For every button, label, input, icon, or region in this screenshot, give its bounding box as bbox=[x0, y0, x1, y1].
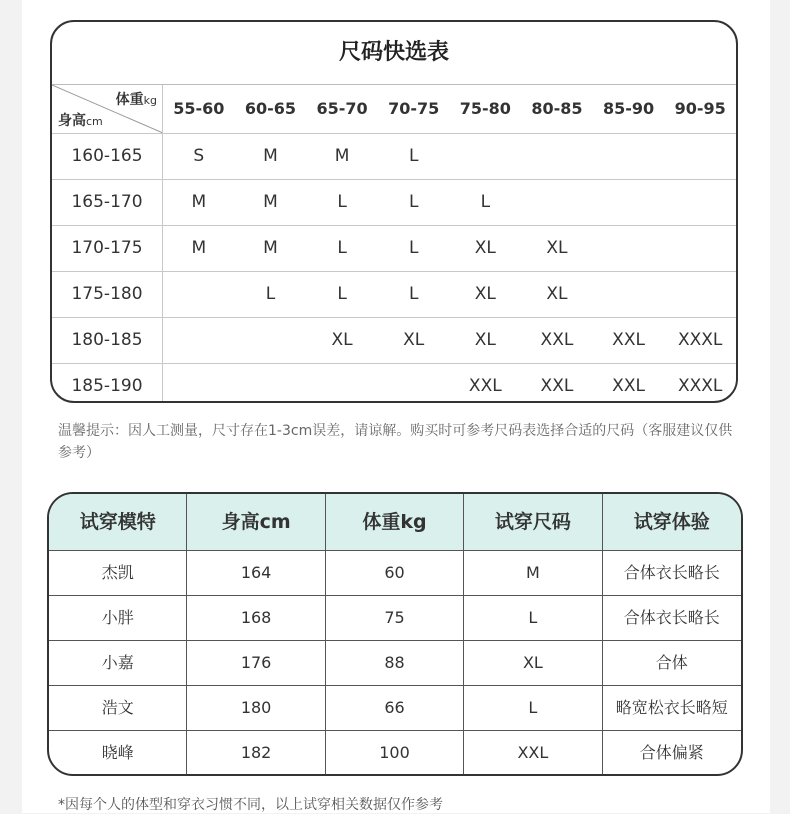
height-unit: cm bbox=[86, 115, 103, 128]
height-range-label: 180-185 bbox=[52, 318, 163, 364]
model-table-cell: 浩文 bbox=[49, 686, 187, 731]
size-cell bbox=[664, 226, 736, 272]
size-cell bbox=[306, 364, 378, 403]
model-table bbox=[47, 492, 743, 776]
model-table-cell: L bbox=[464, 596, 602, 641]
model-table-cell: 晓峰 bbox=[49, 731, 187, 775]
size-cell: XL bbox=[521, 226, 593, 272]
size-cell bbox=[163, 318, 235, 364]
size-cell: M bbox=[306, 134, 378, 180]
model-table-cell: 88 bbox=[326, 641, 464, 686]
size-cell bbox=[664, 272, 736, 318]
weight-header: 75-80 bbox=[450, 85, 522, 134]
size-cell: L bbox=[450, 180, 522, 226]
size-cell: S bbox=[163, 134, 235, 180]
size-cell: L bbox=[378, 134, 450, 180]
weight-header: 90-95 bbox=[664, 85, 736, 134]
size-chart-title: 尺码快选表 bbox=[52, 22, 736, 85]
model-table-cell: 合体偏紧 bbox=[639, 743, 704, 762]
size-chart bbox=[50, 20, 738, 403]
weight-header: 80-85 bbox=[521, 85, 593, 134]
size-cell: XXL bbox=[521, 318, 593, 364]
size-cell bbox=[593, 180, 665, 226]
height-range-label: 175-180 bbox=[52, 272, 163, 318]
size-cell bbox=[163, 272, 235, 318]
size-cell: L bbox=[378, 272, 450, 318]
model-table-cell: 略宽松衣长略短 bbox=[603, 686, 741, 731]
model-table-cell: 66 bbox=[326, 686, 464, 731]
model-table-cell: 75 bbox=[326, 596, 464, 641]
size-chart-corner bbox=[52, 85, 163, 134]
size-cell: M bbox=[235, 134, 307, 180]
weight-header: 55-60 bbox=[163, 85, 235, 134]
size-cell: L bbox=[306, 180, 378, 226]
model-table-cell: XXL bbox=[464, 731, 602, 775]
weight-header: 65-70 bbox=[306, 85, 378, 134]
size-cell: XL bbox=[450, 226, 522, 272]
weight-axis-label bbox=[116, 89, 157, 109]
size-cell bbox=[593, 134, 665, 180]
weight-header: 70-75 bbox=[378, 85, 450, 134]
size-cell: XL bbox=[306, 318, 378, 364]
weight-label-text: 体重 bbox=[115, 92, 144, 108]
measurement-tip: 温馨提示：因人工测量，尺寸存在1-3cm误差，请谅解。购买时可参考尺码表选择合适的尺码（客服建议仅供参考） bbox=[58, 423, 733, 461]
model-table-cell: 合体衣长略长 bbox=[603, 596, 741, 641]
model-table-cell: XL bbox=[464, 641, 602, 686]
size-cell bbox=[235, 318, 307, 364]
size-cell: L bbox=[378, 226, 450, 272]
model-table-cell: 合体 bbox=[603, 641, 741, 686]
model-table-cell: 杰凯 bbox=[49, 551, 187, 596]
model-table-cell: 60 bbox=[326, 551, 464, 596]
size-cell: XXXL bbox=[677, 376, 723, 396]
height-range-label: 160-165 bbox=[52, 134, 163, 180]
model-table-cell: 180 bbox=[187, 686, 325, 731]
size-cell: XXXL bbox=[664, 318, 736, 364]
height-range-label: 165-170 bbox=[52, 180, 163, 226]
size-cell: M bbox=[163, 226, 235, 272]
height-label-text: 身高 bbox=[58, 113, 86, 129]
size-cell bbox=[235, 364, 307, 403]
size-cell: XL bbox=[378, 318, 450, 364]
model-table-cell: 168 bbox=[187, 596, 325, 641]
model-table-cell: 182 bbox=[187, 731, 325, 775]
model-table-header: 试穿体验 bbox=[603, 494, 741, 551]
model-table-cell: 合体衣长略长 bbox=[603, 551, 741, 596]
model-table-cell: 小胖 bbox=[49, 596, 187, 641]
model-table-cell: M bbox=[464, 551, 602, 596]
disclaimer-note: *因每个人的体型和穿衣习惯不同，以上试穿相关数据仅作参考 bbox=[58, 797, 443, 813]
model-table-cell: 176 bbox=[187, 641, 325, 686]
size-cell bbox=[163, 364, 235, 403]
height-range-label: 185-190 bbox=[52, 364, 163, 403]
size-cell: XXL bbox=[540, 376, 574, 396]
weight-header: 85-90 bbox=[593, 85, 665, 134]
size-cell bbox=[521, 134, 593, 180]
size-cell: XL bbox=[450, 272, 522, 318]
weight-unit: kg bbox=[143, 94, 157, 107]
size-chart-grid bbox=[52, 85, 736, 403]
size-cell bbox=[521, 180, 593, 226]
size-cell bbox=[664, 180, 736, 226]
model-table-header: 身高cm bbox=[187, 494, 325, 551]
size-cell bbox=[593, 226, 665, 272]
weight-header: 60-65 bbox=[235, 85, 307, 134]
model-table-header: 体重kg bbox=[326, 494, 464, 551]
size-cell: L bbox=[306, 272, 378, 318]
size-cell bbox=[664, 134, 736, 180]
model-table-header: 试穿尺码 bbox=[464, 494, 602, 551]
size-cell: XXL bbox=[593, 318, 665, 364]
model-table-cell: 100 bbox=[326, 731, 464, 775]
height-axis-label bbox=[58, 110, 103, 130]
size-cell: L bbox=[306, 226, 378, 272]
size-cell bbox=[593, 272, 665, 318]
size-cell: XL bbox=[450, 318, 522, 364]
size-cell: XL bbox=[521, 272, 593, 318]
size-cell: M bbox=[235, 226, 307, 272]
size-cell bbox=[450, 134, 522, 180]
size-cell bbox=[378, 364, 450, 403]
size-cell: L bbox=[235, 272, 307, 318]
size-cell: XXL bbox=[612, 376, 645, 396]
model-table-cell: L bbox=[464, 686, 602, 731]
model-table-grid bbox=[49, 494, 741, 775]
model-table-cell: 小嘉 bbox=[49, 641, 187, 686]
model-table-cell: 164 bbox=[187, 551, 325, 596]
model-table-header: 试穿模特 bbox=[49, 494, 187, 551]
size-cell: L bbox=[378, 180, 450, 226]
size-cell: M bbox=[235, 180, 307, 226]
size-cell: XXL bbox=[468, 376, 502, 396]
size-cell: M bbox=[163, 180, 235, 226]
height-range-label: 170-175 bbox=[52, 226, 163, 272]
